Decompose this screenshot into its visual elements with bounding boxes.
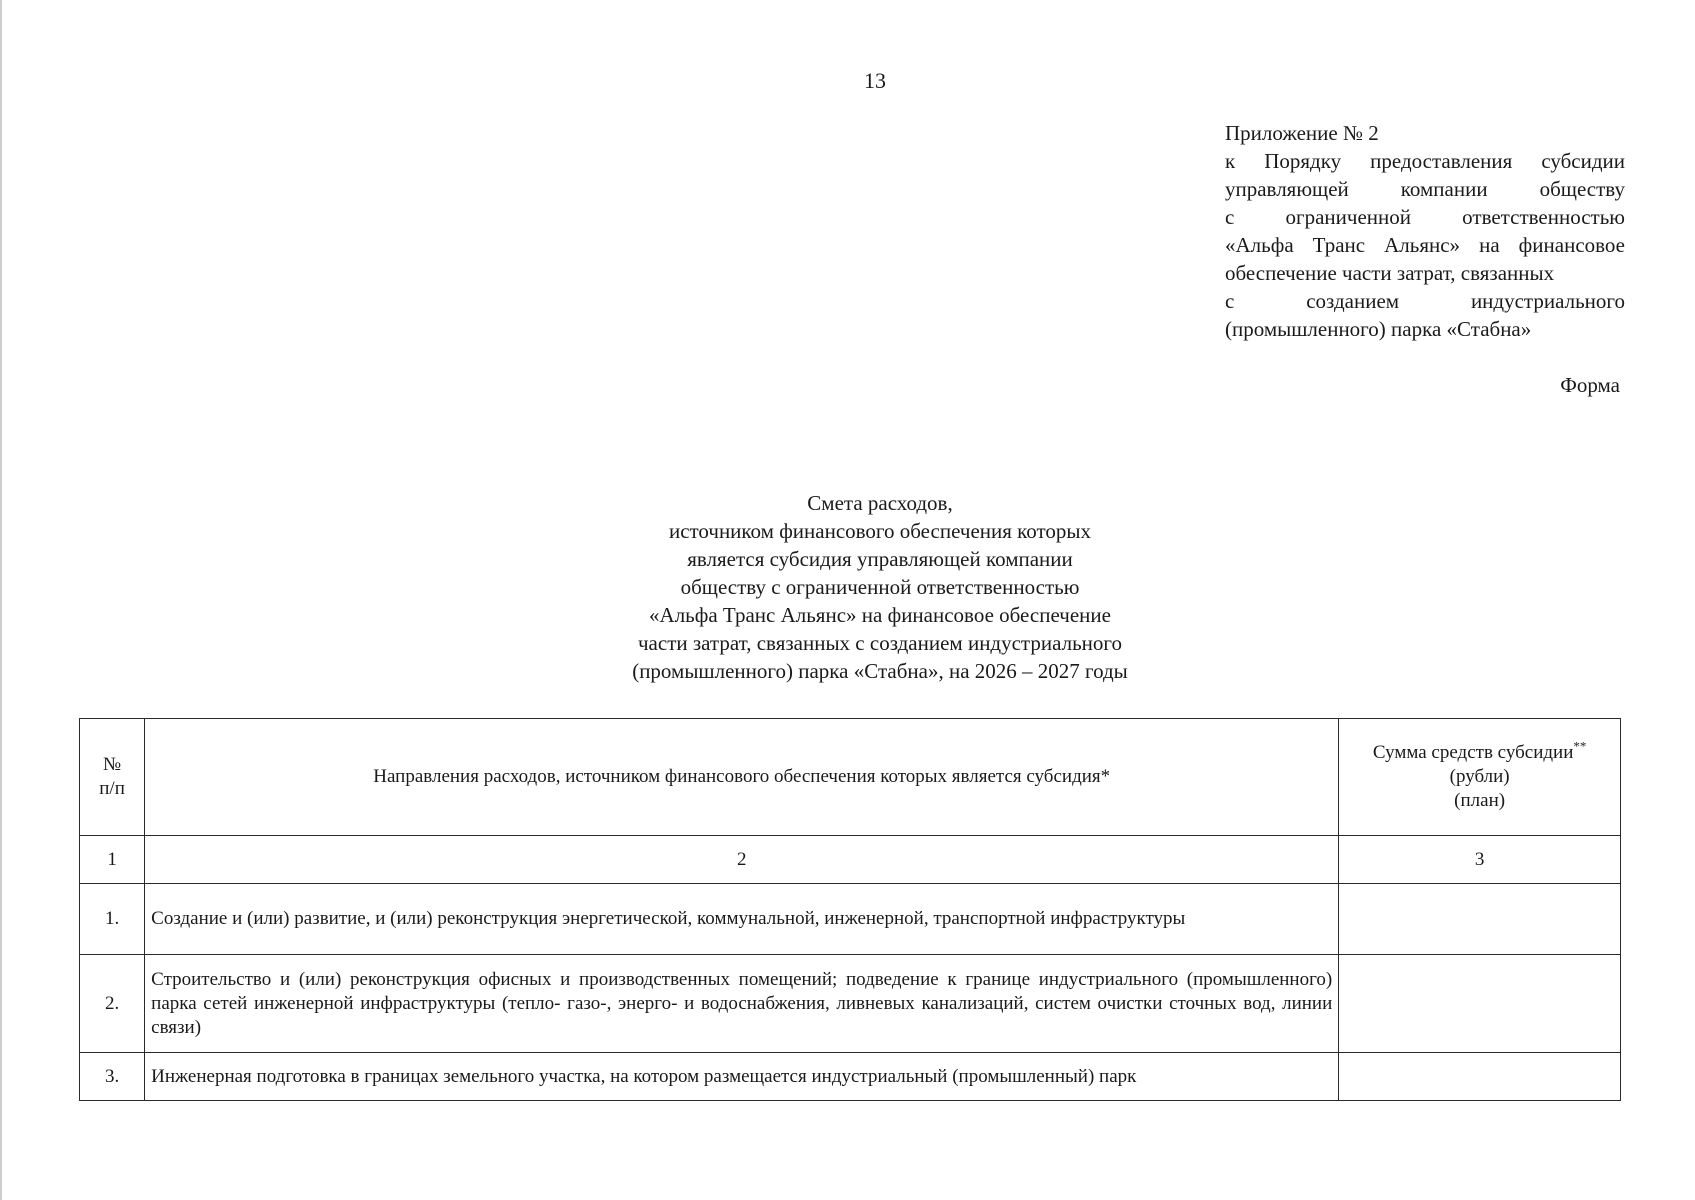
header-sum-line: Сумма средств субсидии [1372,742,1574,763]
appendix-line: «Альфа Транс Альянс» на финансовое [1225,233,1625,257]
header-sum-line: (план) [1454,790,1506,811]
row-num: 3. [80,1053,145,1101]
appendix-line: обеспечение части затрат, связанных [1225,261,1555,285]
appendix-line: Приложение № 2 [1225,121,1379,145]
appendix-line: управляющей компании обществу [1225,177,1625,201]
title-line: (промышленного) парка «Стабна», на 2026 – 2027 годы [632,659,1128,683]
row-text: Строительство и (или) реконструкция офисных и производственных помещений; подведение к границе индустриального (промышленного) парка сетей инженерной инфраструктуры (тепло- газо-, энерго- и водоснабжения, ливневых канализаций, систем очистки сточных вод, линии связи) [145,955,1339,1053]
title-line: части затрат, связанных с созданием индустриального [637,631,1122,655]
title-line: Смета расходов, [807,491,953,515]
index-cell: 3 [1339,836,1621,884]
appendix-line: к Порядку предоставления субсидии [1225,149,1625,173]
header-num-line: п/п [99,778,125,799]
header-sum-footnote-mark: ** [1573,738,1587,754]
table-row [80,1053,1621,1101]
page-edge [0,0,2,1200]
index-cell: 1 [80,836,145,884]
title-line: источником финансового обеспечения которых [668,519,1092,543]
title-line: обществу с ограниченной ответственностью [680,575,1080,599]
appendix-line: с созданием индустриального [1225,289,1625,313]
title-line: является субсидия управляющей компании [687,547,1073,571]
row-num: 2. [80,955,145,1053]
appendix-line: с ограниченной ответственностью [1225,205,1625,229]
table-header-row [80,719,1621,836]
header-sum-line: (рубли) [1449,766,1510,787]
header-num-line: № [103,754,122,775]
row-text: Создание и (или) развитие, и (или) реконструкция энергетической, коммунальной, инженерной, транспортной инфраструктуры [145,884,1339,955]
row-text: Инженерная подготовка в границах земельного участка, на котором размещается индустриальный (промышленный) парк [145,1053,1339,1101]
row-sum [1339,955,1621,1053]
page-number: 13 [864,68,886,93]
table-index-row [80,836,1621,884]
title-line: «Альфа Транс Альянс» на финансовое обеспечение [649,603,1111,627]
estimate-table [79,718,1621,1101]
row-sum [1339,1053,1621,1101]
row-sum [1339,884,1621,955]
document-title [540,489,1220,685]
appendix-line: (промышленного) парка «Стабна» [1225,317,1532,341]
header-num [80,719,145,836]
header-direction: Направления расходов, источником финансового обеспечения которых является субсидия* [145,719,1339,836]
form-label: Форма [1560,373,1620,397]
table-row [80,955,1621,1053]
header-sum [1339,719,1621,836]
appendix-block [1225,119,1625,343]
table-row [80,884,1621,955]
row-num: 1. [80,884,145,955]
index-cell: 2 [145,836,1339,884]
